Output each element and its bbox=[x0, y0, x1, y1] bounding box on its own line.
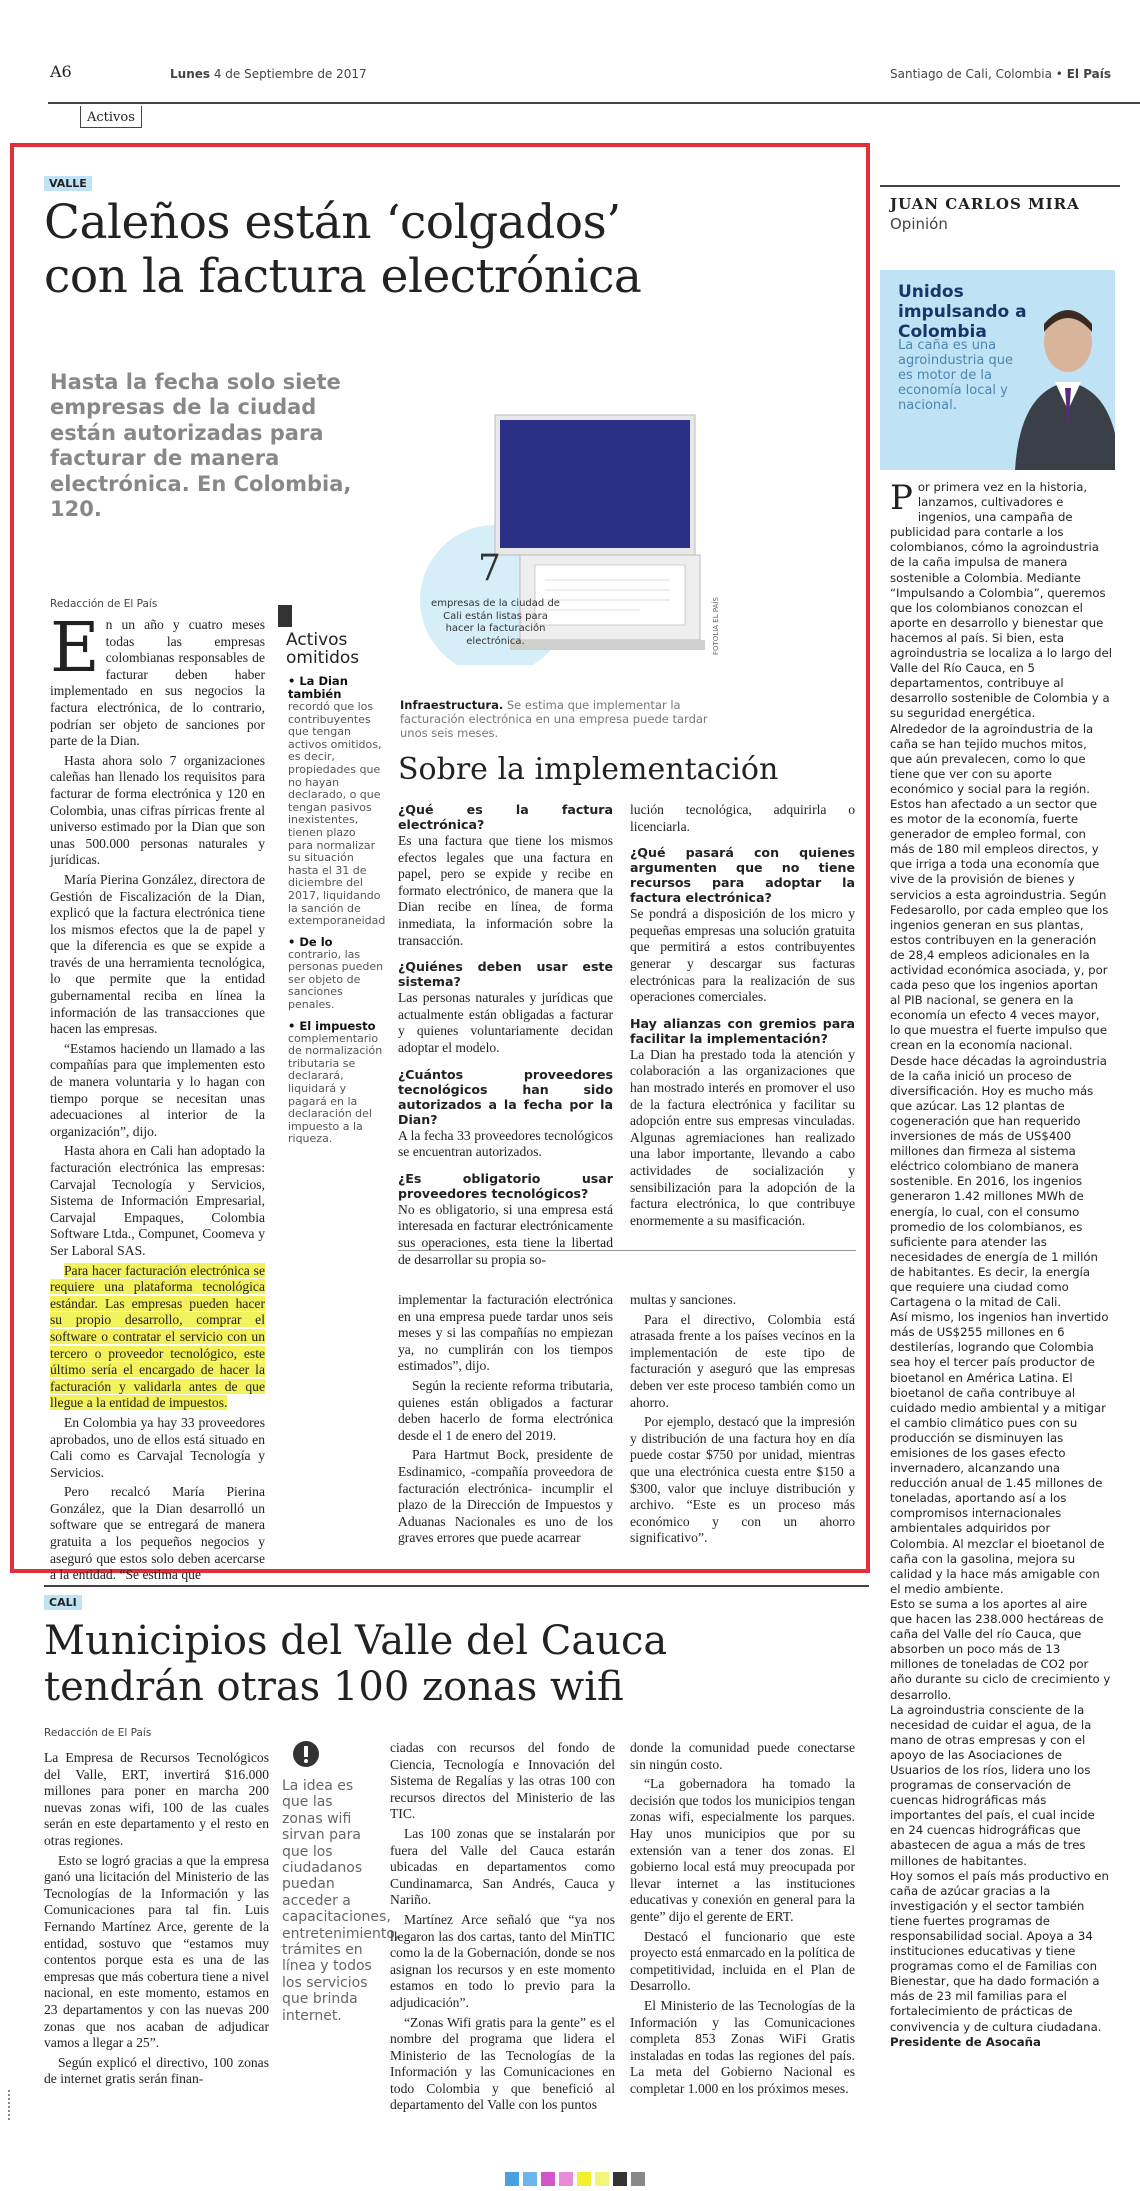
infographic-text: empresas de la ciudad de Cali están listas para hacer la facturación electrónica. bbox=[431, 598, 560, 647]
qa-answer: Es una factura que tiene los mismos efectos legales que una factura en papel, pero se expide y recibe en formato electrónico, de manera que la Dian recibe en línea, de forma inmediata, la información sobre la transacción. bbox=[398, 833, 613, 948]
opinion-banner bbox=[880, 270, 1115, 470]
paragraph: El Ministerio de las Tecnologías de la Información y las Comunicaciones completa 853 Zonas WiFi Gratis instaladas en todas las regiones del país. La meta del Gobierno Nacional es completar 1.000 en los próximos meses. bbox=[630, 1997, 855, 2096]
callout-text: La idea es que las zonas wifi sirvan para que los ciudadanos puedan acceder a capacitaciones, entretenimiento, trámites en línea y todos los servicios que brinda internet. bbox=[282, 1778, 400, 2024]
highlighted-paragraph bbox=[50, 1263, 265, 1412]
article2-column-3 bbox=[630, 1740, 855, 2100]
color-mark bbox=[595, 2172, 609, 2186]
opinion-title: Unidos impulsando a Colombia bbox=[898, 282, 1027, 342]
photo-caption bbox=[400, 698, 710, 740]
color-mark bbox=[577, 2172, 591, 2186]
qa-bottom-rule bbox=[398, 1250, 856, 1251]
paragraph: Para Hartmut Bock, presidente de Esdinamico, -compañía proveedora de facturación electrónica- incumplir el plazo de la Dirección de Impuestos y Aduanas Nacionales es uno de los graves errores que puede acarrear bbox=[398, 1447, 613, 1546]
paragraph: Esto se suma a los aportes al aire que hacen las 238.000 hectáreas de caña del Valle del río Cauca, que absorben un poco más de 13 millones de toneladas de CO2 por año durante su ciclo de crecimiento y desarrollo. bbox=[890, 1596, 1111, 1702]
article2-column-2 bbox=[390, 1740, 615, 2117]
sidebar-top-rule bbox=[278, 605, 292, 627]
opinion-dropcap: P bbox=[890, 478, 913, 518]
header-rule bbox=[48, 102, 1140, 104]
paragraph: Destacó el funcionario que este proyecto está enmarcado en la política de competitividad, incluida en el Plan de Desarrollo. bbox=[630, 1928, 855, 1994]
paragraph: Hasta ahora en Cali han adoptado la facturación electrónica las empresas: Carvajal Tecnología y Servicios, Sistema de Información Empresarial, Carvajal Empaques, Colombia Software Ltda., Compunet, Coomeva y Ser Laboral SAS. bbox=[50, 1143, 265, 1258]
paragraph: multas y sanciones. bbox=[630, 1292, 737, 1307]
paragraph: “La gobernadora ha tomado la decisión que todos los municipios tengan zonas wifi, especialmente los parques. Hay unos municipios que por su extensión van a tener dos zonas. El gobierno local está muy preocupada por llevar internet a las instituciones educativas y conexión en general para la gente” dijo el gerente de ERT. bbox=[630, 1776, 855, 1924]
color-mark bbox=[505, 2172, 519, 2186]
qa-question: ¿Qué pasará con quienes argumenten que no tiene recursos para adoptar la factura electrónica? bbox=[630, 845, 855, 906]
sidebar-title: Activos omitidos bbox=[286, 630, 360, 668]
paragraph: Para el directivo, Colombia está atrasada frente a los países vecinos en la implementación de este tipo de facturación y aseguró que las empresas deben ver este proceso también como un ahorro. bbox=[630, 1311, 855, 1410]
paragraph: Según explicó el directivo, 100 zonas de internet gratis serán finan- bbox=[44, 2054, 269, 2087]
qa-question: ¿Quiénes deben usar este sistema? bbox=[398, 959, 613, 990]
paragraph: “Estamos haciendo un llamado a las compañías para que implementen esto de manera voluntaria y lo hagan con tiempo porque se necesitan unas adecuaciones al interior de la organización”, dijo. bbox=[50, 1040, 265, 1139]
print-color-marks bbox=[505, 2172, 665, 2186]
paragraph: En Colombia ya hay 33 proveedores aprobados, uno de ellos está situado en Cali como es Carvajal Tecnología y Servicios. bbox=[50, 1414, 265, 1480]
infographic-number: 7 bbox=[478, 548, 501, 589]
paragraph: Esto se logró gracias a que la empresa ganó una licitación del Ministerio de las Tecnologías de la Información y las Comunicaciones para tal fin. Luis Fernando Martínez Arce, gerente de la entidad, sostuvo que “estamos muy contentos porque esta es una de las empresas que más cobertura tiene a nivel nacional, en este momento, estamos en 23 departamentos y con las nuevas 200 zonas que nos acaban de adjudicar vamos a llegar a 25”. bbox=[44, 1852, 269, 2051]
qa-answer: Se pondrá a disposición de los micro y pequeñas empresas una solución gratuita que permitirá a estos contribuyentes generar y descargar sus facturas electrónicas para la realización de sus operaciones comerciales. bbox=[630, 906, 855, 1005]
qa-title: Sobre la implementación bbox=[398, 752, 779, 787]
qa-answer: Las personas naturales y jurídicas que actualmente están obligadas a facturar y quienes voluntariamente decidan adoptar el modelo. bbox=[398, 990, 613, 1055]
paragraph: Por ejemplo, destacó que la impresión y distribución de una factura hoy en día puede costar $750 por unidad, mientras que una electrónica cuesta entre $150 a $300, valor que incluye distribución y archivo. “Este es un proceso más económico y con un ahorro significativo”. bbox=[630, 1414, 855, 1546]
article2-callout bbox=[282, 1740, 400, 2024]
color-mark bbox=[613, 2172, 627, 2186]
paragraph: donde la comunidad puede conectarse sin ningún costo. bbox=[630, 1740, 855, 1772]
paragraph: Según la reciente reforma tributaria, quienes están obligados a facturar deben hacerlo de forma electrónica desde el 1 de enero del 2019. bbox=[398, 1377, 613, 1443]
paragraph: n un año y cuatro meses todas las empresas colombianas responsables de facturar deben haber implementado en sus negocios la factura electrónica, de lo contrario, podrían ser objeto de sanciones por parte de la Dian. bbox=[50, 617, 265, 749]
opinion-top-rule bbox=[880, 185, 1120, 187]
header-date-day: Lunes bbox=[170, 67, 211, 81]
article1-kicker: VALLE bbox=[44, 176, 92, 191]
photo-credit: FOTOLIA EL PAÍS bbox=[712, 597, 720, 655]
paragraph: Pero recalcó María Pierina González, que la Dian desarrolló un software que se entregará de manera gratuita a los pequeños negocios y aseguró que estos solo deben acercarse a la entidad. “Se estima que bbox=[50, 1484, 265, 1583]
article2-headline-line2: tendrán otras 100 zonas wifi bbox=[44, 1664, 624, 1710]
header-paper: El País bbox=[1066, 67, 1112, 81]
color-mark bbox=[523, 2172, 537, 2186]
dropcap: E bbox=[50, 609, 100, 688]
color-mark bbox=[541, 2172, 555, 2186]
sidebar-item-title: • El impuesto bbox=[288, 1018, 376, 1033]
paragraph: María Pierina González, directora de Gestión de Fiscalización de la Dian, explicó que la factura electrónica tiene los mismos efectos que la de papel y que la diferencia es que se expide a través de una herramienta tecnológica, lo que permite que la entidad gubernamental reciba en línea la información de las transacciones que hacen las empresas. bbox=[50, 871, 265, 1037]
sidebar-item-title: • La Dian también bbox=[288, 674, 348, 701]
article1-column-2 bbox=[398, 1292, 613, 1550]
photo-caption-label: Infraestructura. bbox=[400, 698, 504, 712]
sidebar-item-text: complementario de normalización tributaria se declarará, liquidará y pagará en la declaración del impuesto a la riqueza. bbox=[288, 1031, 383, 1146]
article2-top-rule bbox=[44, 1585, 869, 1587]
article2-kicker: CALI bbox=[44, 1595, 82, 1610]
paragraph: implementar la facturación electrónica en una empresa puede tardar unos seis meses y si las compañías no empiezan ya, no cumplirán con los tiempos estimados”, dijo. bbox=[398, 1292, 613, 1374]
opinion-signature: Presidente de Asocaña bbox=[890, 2034, 1041, 2049]
qa-answer: A la fecha 33 proveedores tecnológicos se encuentran autorizados. bbox=[398, 1127, 613, 1160]
article2-column-1 bbox=[44, 1750, 269, 2091]
paragraph: Hoy somos el país más productivo en caña de azúcar gracias a la investigación y el sector también tiene fuertes programas de responsabilidad social. Apoya a 34 instituciones educativas y tiene programas como el de Familias con Bienestar, que ha dado formación a más de 23 mil familias para el fortalecimiento de prácticas de convivencia y de cultura ciudadana. bbox=[890, 1868, 1109, 2034]
section-tab: Activos bbox=[80, 106, 142, 128]
opinion-body bbox=[890, 480, 1112, 2050]
sidebar-item bbox=[288, 936, 384, 1012]
sidebar-item-title: • De lo bbox=[288, 934, 333, 949]
paragraph: Así mismo, los ingenios han invertido más de US$255 millones en 6 destilerías, logrando que Colombia sea hoy el tercer país productor de bioetanol en América Latina. El bioetanol de caña contribuye al cuidado medio ambiental y a mitigar el cambio climático pues con su producción se disminuyen las emisiones de los gases efecto invernadero, alcanzando una reducción anual de 1.45 millones de toneladas, aportando así a los compromisos internacionales ambientales adquiridos por Colombia. Al mezclar el bioetanol de caña con la gasolina, mejora su calidad y la hace más amigable con el medio ambiente. bbox=[890, 1310, 1109, 1596]
qa-question: ¿Es obligatorio usar proveedores tecnológicos? bbox=[398, 1170, 613, 1201]
article1-headline-line1: Caleños están ‘colgados’ bbox=[44, 195, 621, 250]
article1-headline-line2: con la factura electrónica bbox=[44, 249, 642, 304]
qa-question: ¿Qué es la factura electrónica? bbox=[398, 802, 613, 832]
paragraph: Martínez Arce señaló que “ya nos llegaron las dos cartas, tanto del MinTIC como la de la Gobernación, donde se nos asignan los recursos y en este momento estamos en todo lo previo para la adjudicación”. bbox=[390, 1911, 615, 2010]
sidebar-items bbox=[278, 675, 384, 1146]
qa-left-column bbox=[398, 802, 613, 1268]
header-location-text: Santiago de Cali, Colombia • bbox=[890, 67, 1063, 81]
paragraph: ciadas con recursos del fondo de Ciencia, Tecnología e Innovación del Sistema de Regalías y las otras 100 con recursos directos del Ministerio de las TIC. bbox=[390, 1740, 615, 1822]
qa-question: ¿Cuántos proveedores tecnológicos han sido autorizados a la fecha por la Dian? bbox=[398, 1066, 613, 1127]
article2-headline-line1: Municipios del Valle del Cauca bbox=[44, 1618, 668, 1664]
author-photo bbox=[1010, 290, 1115, 470]
article1-byline: Redacción de El País bbox=[50, 598, 158, 610]
sidebar-item bbox=[288, 675, 384, 928]
qa-answer: No es obligatorio, si una empresa está interesada en facturar electrónicamente sus operaciones, esta tiene la libertad de desarrollar su propia so- bbox=[398, 1201, 613, 1267]
sidebar-item-text: contrario, las personas pueden ser objeto de sanciones penales. bbox=[288, 947, 384, 1012]
qa-right-column bbox=[630, 802, 855, 1229]
sidebar-activos-omitidos bbox=[278, 605, 384, 1154]
photo-caption-text: Se estima que implementar la facturación electrónica en una empresa puede tardar unos seis meses. bbox=[400, 698, 708, 740]
paragraph: La agroindustria consciente de la necesidad de cuidar el agua, de la mano de otras empresas y con el apoyo de las Asociaciones de Usuarios de los ríos, lidera uno los programas de conservación de cuencas hidrográficas más importantes del país, el cual incide en 24 cuencas hidrográficas que abastecen de agua a más de tres millones de habitantes. bbox=[890, 1702, 1095, 1868]
highlight-mark: Para hacer facturación electrónica se requiere una plataforma tecnológica estándar. Las empresas pueden hacer su propio desarrollo, comprar el software o contratar el servicio con un tercero o proveedor tecnológico, este último sería el encargado de hacer la facturación y validarla antes de que llegue a la entidad de impuestos. bbox=[50, 1262, 265, 1411]
qa-answer: La Dian ha prestado toda la atención y colaboración a las organizaciones que han mostrado interés en promover el uso de la factura electrónica y facilitar su adopción entre sus empresas vinculadas. Algunas agremiaciones han realizado una labor importante, llevando a cabo actividades de socialización y sensibilización para la adopción de la factura electrónica, lo que contribuye enormemente a su masificación. bbox=[630, 1046, 855, 1228]
paragraph: or primera vez en la historia, lanzamos, cultivadores e ingenios, una campaña de publicidad para contarle a los colombianos, cómo la agroindustria de la caña impulsa de manera sostenible a Colombia. Mediante “Impulsando a Colombia”, queremos que los colombianos conozcan el aporte en desarrollo y bienestar que hacemos al país. Si bien, esta agroindustria se localiza a lo largo del Valle del Río Cauca, en 5 departamentos, contribuye al desarrollo sostenible de Colombia y a su seguridad energética. bbox=[890, 480, 1112, 721]
qa-answer: lución tecnológica, adquirirla o licenciarla. bbox=[630, 802, 855, 834]
sidebar-item-text: recordó que los contribuyentes que tengan activos omitidos, es decir, propiedades que no hayan declarado, o que tengan pasivos inexistentes, tienen plazo para normalizar su situación hasta el 31 de diciembre del 2017, liquidando la sanción de extemporaneidad bbox=[288, 700, 386, 928]
header-date-rest: 4 de Septiembre de 2017 bbox=[213, 67, 367, 81]
article1-column-1 bbox=[50, 609, 265, 1587]
opinion-author: JUAN CARLOS MIRA bbox=[890, 195, 1080, 213]
opinion-subtitle: La caña es una agroindustria que es motor de la economía local y nacional. bbox=[898, 338, 1013, 413]
opinion-label: Opinión bbox=[890, 215, 948, 233]
paragraph: Desde hace décadas la agroindustria de la caña inició un proceso de diversificación. Hoy es mucho más que azúcar. Las 12 plantas de cogeneración que han requerido inversiones de más de US$400 millones dan firmeza al sistema eléctrico colombiano de manera sostenible. En 2016, los ingenios generaron 1.42 millones MWh de energía, lo cual, con el consumo promedio de los colombianos, es suficiente para atender las necesidades de energía de 1 millón de habitantes. Es decir, la energía que requiere una ciudad como Cartagena o la mitad de Cali. bbox=[890, 1053, 1107, 1310]
article1-headline bbox=[44, 196, 641, 304]
paragraph: “Zonas Wifi gratis para la gente” es el nombre del programa que lidera el Ministerio de las Tecnologías de la Información y las Comunicaciones en todo Colombia y que benefició al departamento del Valle con los puntos bbox=[390, 2014, 615, 2113]
paragraph: La Empresa de Recursos Tecnológicos del Valle, ERT, invertirá $16.000 millones para poner en marcha 200 nuevas zonas wifi, 100 de las cuales serán en este departamento y el resto en otras regiones. bbox=[44, 1750, 269, 1848]
paragraph: Las 100 zonas que se instalarán por fuera del Valle del Cauca estarán ubicadas en departamentos como Cundinamarca, San Andrés, Cauca y Nariño. bbox=[390, 1825, 615, 1908]
header-location bbox=[890, 67, 1111, 81]
qa-question: Hay alianzas con gremios para facilitar la implementación? bbox=[630, 1015, 855, 1046]
article1-column-3 bbox=[630, 1292, 855, 1550]
paragraph: Alrededor de la agroindustria de la caña se han tejido muchos mitos, que aún prevalecen, como lo que tiene que ver con su aporte económico y social para la región. Estos han afectado a un sector que es motor de la economía, fuerte generador de empleo formal, con más de 180 mil empleos directos, y que irriga a toda una economía que vive de la provisión de bienes y servicios a esta agroindustria. Según Fedesarollo, por cada empleo que los ingenios generan en sus plantas, estos contribuyen en la generación de 28,4 empleos adicionales en la actividad económica asociada, y, por cada peso que los ingenios aportan al PIB nacional, se genera en la economía un efecto 4 veces mayor, lo que muestra el fuerte impulso que crean en la economía nacional. bbox=[890, 721, 1109, 1053]
header-date bbox=[170, 67, 367, 81]
article2-headline bbox=[44, 1618, 667, 1710]
sidebar-item bbox=[288, 1020, 384, 1146]
article2-byline: Redacción de El País bbox=[44, 1727, 152, 1739]
left-margin-marks bbox=[8, 2090, 11, 2120]
article1-deck-text: Hasta la fecha solo siete empresas de la ciudad están autorizadas para facturar de manera electrónica. En Colombia, 120. bbox=[50, 370, 352, 522]
color-mark bbox=[631, 2172, 645, 2186]
paragraph: Hasta ahora solo 7 organizaciones caleñas han llenado los requisitos para facturar de forma electrónica y 120 en Colombia, unas cifras pírricas frente al universo estimado por la Dian que son unas 500.000 personas naturales y jurídicas. bbox=[50, 752, 265, 868]
page-number: A6 bbox=[50, 62, 72, 81]
color-mark bbox=[559, 2172, 573, 2186]
exclamation-icon bbox=[292, 1740, 320, 1768]
